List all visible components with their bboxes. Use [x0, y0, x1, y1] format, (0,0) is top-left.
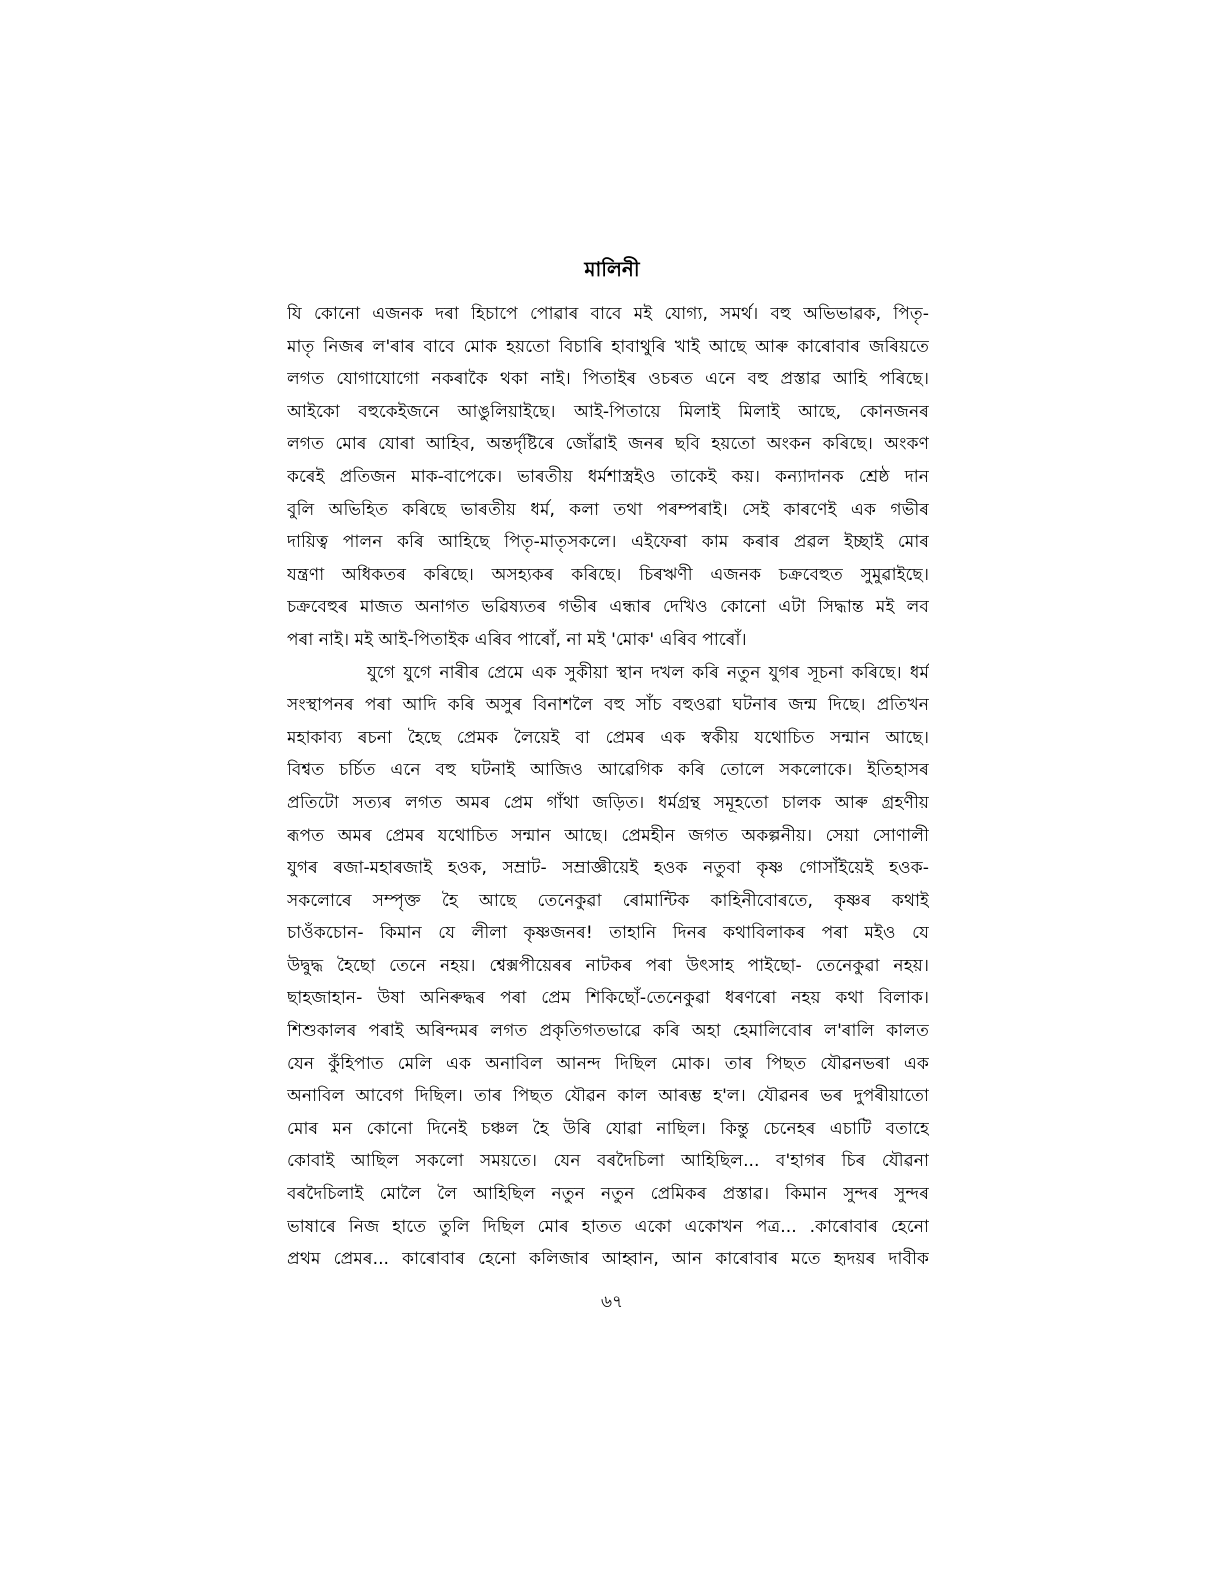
body-text: [287, 298, 929, 1276]
page-number: ৬৭: [600, 1292, 624, 1312]
text-line: মোৰ মন কোনো দিনেই চঞ্চল হৈ উৰি যোৱা নাছিল। কিন্তু চেনেহৰ এচাটি বতাহে: [287, 1118, 929, 1139]
text-line: যি কোনো এজনক দৰা হিচাপে পোৱাৰ বাবে মই যোগ্য, সমৰ্থ। বহু অভিভাৱক, পিতৃ-: [287, 304, 929, 324]
text-line: মাতৃ নিজৰ ল'ৰাৰ বাবে মোক হয়তো বিচাৰি হাবাথুৰি খাই আছে আৰু কাৰোবাৰ জৰিয়তে: [287, 336, 929, 357]
text-line: ছাহজাহান- উষা অনিৰুদ্ধৰ পৰা প্ৰেম শিকিছোঁ-তেনেকুৱা ধৰণৰো নহয় কথা বিলাক।: [287, 988, 929, 1009]
text-line: মহাকাব্য ৰচনা হৈছে প্ৰেমক লৈয়েই বা প্ৰেমৰ এক স্বকীয় যথোচিত সন্মান আছে।: [287, 727, 929, 748]
text-line: দায়িত্ব পালন কৰি আহিছে পিতৃ-মাতৃসকলে। এইফেৰা কাম কৰাৰ প্ৰৱল ইচ্ছাই মোৰ: [287, 532, 929, 553]
text-line: যন্ত্ৰণা অধিকতৰ কৰিছে। অসহ্যকৰ কৰিছে। চিৰঋণী এজনক চক্ৰবেহুত সুমুৱাইছে।: [287, 564, 929, 585]
text-line: বৰদৈচিলাই মোলৈ লৈ আহিছিল নতুন নতুন প্ৰেমিকৰ প্ৰস্তাৱ। কিমান সুন্দৰ সুন্দৰ: [287, 1184, 929, 1205]
text-line: সংস্থাপনৰ পৰা আদি কৰি অসুৰ বিনাশলৈ বহু সাঁচ বহুওৱা ঘটনাৰ জন্ম দিছে। প্ৰতিখন: [287, 695, 929, 716]
text-line: যুগৰ ৰজা-মহাৰজাই হওক, সম্ৰাট- সম্ৰাজ্ঞীয়েই হওক নতুবা কৃষ্ণ গোসাঁইয়েই হওক-: [287, 858, 929, 879]
text-line: লগত যোগাযোগো নকৰাকৈ থকা নাই। পিতাইৰ ওচৰত এনে বহু প্ৰস্তাৱ আহি পৰিছে।: [287, 369, 929, 390]
page-title: মালিনী: [584, 257, 640, 281]
text-line: বিশ্বত চৰ্চিত এনে বহু ঘটনাই আজিও আৱেগিক কৰি তোলে সকলোকে। ইতিহাসৰ: [287, 760, 929, 781]
text-line: বুলি অভিহিত কৰিছে ভাৰতীয় ধৰ্ম, কলা তথা পৰম্পৰাই। সেই কাৰণেই এক গভীৰ: [287, 499, 929, 520]
paragraph-2: [287, 657, 929, 1276]
text-line: যেন কুঁহিপাত মেলি এক অনাবিল আনন্দ দিছিল মোক। তাৰ পিছত যৌৱনভৰা এক: [287, 1053, 929, 1074]
text-line: শিশুকালৰ পৰাই অৰিন্দমৰ লগত প্ৰকৃতিগতভাৱে কৰি অহা হেমালিবোৰ ল'ৰালি কালত: [287, 1021, 929, 1042]
text-line: প্ৰতিটো সত্যৰ লগত অমৰ প্ৰেম গাঁথা জড়িত। ধৰ্মগ্ৰন্থ সমূহতো চালক আৰু গ্ৰহণীয়: [287, 792, 929, 813]
text-line: অনাবিল আবেগ দিছিল। তাৰ পিছত যৌৱন কাল আৰম্ভ হ'ল। যৌৱনৰ ভৰ দুপৰীয়াতো: [287, 1086, 929, 1107]
text-line: পৰা নাই। মই আই-পিতাইক এৰিব পাৰোঁ, না মই 'মোক' এৰিব পাৰোঁ।: [287, 629, 747, 650]
text-line: চক্ৰবেহুৰ মাজত অনাগত ভৱিষ্যতৰ গভীৰ এন্ধাৰ দেখিও কোনো এটা সিদ্ধান্ত মই লব: [287, 597, 929, 618]
text-line: আইকো বহুকেইজনে আঙুলিয়াইছে। আই-পিতায়ে মিলাই মিলাই আছে, কোনজনৰ: [287, 401, 929, 422]
text-line: যুগে যুগে নাৰীৰ প্ৰেমে এক সুকীয়া স্থান দখল কৰি নতুন যুগৰ সূচনা কৰিছে। ধৰ্ম: [367, 662, 929, 683]
text-line: প্ৰথম প্ৰেমৰ... কাৰোবাৰ হেনো কলিজাৰ আহ্বান, আন কাৰোবাৰ মতে হৃদয়ৰ দাবীক: [287, 1249, 929, 1270]
paragraph-1: [287, 298, 929, 657]
text-line: চাওঁকচোন- কিমান যে লীলা কৃষ্ণজনৰ! তাহানি দিনৰ কথাবিলাকৰ পৰা মইও যে: [287, 923, 929, 944]
text-line: ভাষাৰে নিজ হাতে তুলি দিছিল মোৰ হাতত একো একোখন পত্ৰ... .কাৰোবাৰ হেনো: [287, 1216, 929, 1237]
text-line: উদ্বুদ্ধ হৈছো তেনে নহয়। শ্বেক্সপীয়েৰৰ নাটকৰ পৰা উৎসাহ পাইছো- তেনেকুৱা নহয়।: [287, 955, 929, 976]
text-line: কৰেই প্ৰতিজন মাক-বাপেকে। ভাৰতীয় ধৰ্মশাস্ত্ৰইও তাকেই কয়। কন্যাদানক শ্ৰেষ্ঠ দান: [287, 466, 929, 487]
text-line: লগত মোৰ যোৰা আহিব, অন্তৰ্দৃষ্টিৰে জোঁৱাই জনৰ ছবি হয়তো অংকন কৰিছে। অংকণ: [287, 434, 929, 455]
text-line: কোবাই আছিল সকলো সময়তে। যেন বৰদৈচিলা আহিছিল... ব'হাগৰ চিৰ যৌৱনা: [287, 1151, 929, 1172]
text-line: সকলোৰে সম্পৃক্ত হৈ আছে তেনেকুৱা ৰোমান্টিক কাহিনীবোৰতে, কৃষ্ণৰ কথাই: [287, 890, 929, 911]
text-line: ৰূপত অমৰ প্ৰেমৰ যথোচিত সন্মান আছে। প্ৰেমহীন জগত অকল্পনীয়। সেয়া সোণালী: [287, 825, 929, 846]
